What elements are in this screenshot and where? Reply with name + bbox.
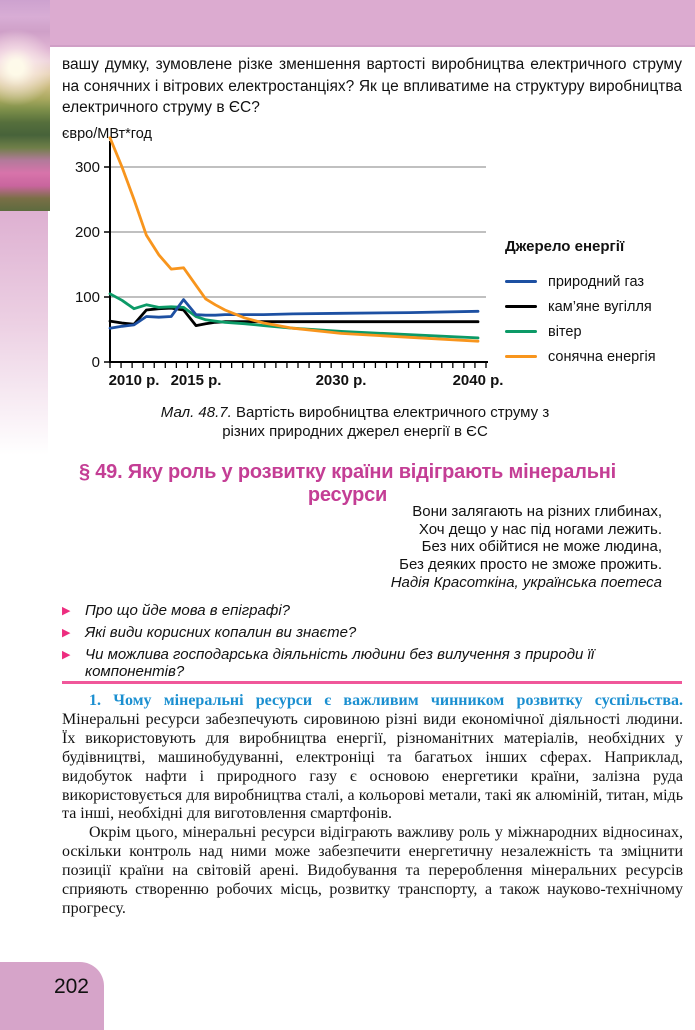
warmup-questions bbox=[62, 602, 684, 685]
question-item bbox=[62, 624, 684, 642]
x-tick-label: 2030 р. bbox=[315, 372, 367, 389]
x-tick-label: 2010 р. bbox=[108, 372, 160, 389]
legend-line-swatch bbox=[505, 280, 537, 283]
triangle-bullet-icon: ▶ bbox=[62, 648, 71, 661]
question-item bbox=[62, 646, 684, 682]
body-text bbox=[62, 692, 683, 919]
legend-item bbox=[505, 344, 690, 369]
legend-label: сонячна енергія bbox=[548, 348, 656, 365]
page-border-top bbox=[0, 0, 695, 47]
landscape-photo bbox=[0, 0, 50, 211]
y-tick-label: 0 bbox=[91, 354, 100, 371]
legend-item bbox=[505, 269, 690, 294]
triangle-bullet-icon: ▶ bbox=[62, 626, 71, 639]
legend-item bbox=[505, 319, 690, 344]
paragraph-1 bbox=[62, 692, 683, 824]
legend-items bbox=[505, 269, 690, 369]
legend-label: кам’яне вугілля bbox=[548, 298, 652, 315]
paragraph-1-text: Мінеральні ресурси забезпечують сировиною різні види економічної діяльності людини. Їх використовують для виробництва енергії, різноманітних матеріалів, необхідних у будівництві, машинобудуванні, електроніці та багатьох інших сферах. Наприклад, видобуток нафти і природного газу є основою енергетики країни, залізна руда використовується для виробництва сталі, а кольорові метали, такі як алюміній, титан, мідь та інші, необхідні для виготовлення смартфонів. bbox=[62, 710, 683, 823]
question-text: Які види корисних копалин ви знаєте? bbox=[85, 623, 357, 641]
intro-paragraph: вашу думку, зумовлене різке зменшення вартості виробництва електричного струму на сонячних і вітрових електростанціях? Як це впливатиме на структуру виробництва електричного струму в ЄС? bbox=[62, 56, 682, 116]
legend-label: природний газ bbox=[548, 273, 645, 290]
legend-title: Джерело енергії bbox=[505, 238, 625, 255]
figure-caption bbox=[62, 403, 648, 441]
x-tick-label: 2015 р. bbox=[170, 372, 222, 389]
paragraph-2-text: Окрім цього, мінеральні ресурси відіграють важливу роль у міжнародних відносинах, оскільки контроль над ними може забезпечити енергетичну незалежність та зміцнити позиції країни на світовій арені. Видобування та перероблення мінеральних ресурсів сприяють створенню робочих місць, розвитку транспорту, а також науково-технічному прогресу. bbox=[62, 824, 683, 917]
paragraph-2 bbox=[62, 824, 683, 919]
x-tick-label: 2040 р. bbox=[452, 372, 504, 389]
chart-y-axis-label: євро/МВт*год bbox=[62, 126, 152, 142]
legend-line-swatch bbox=[505, 305, 537, 308]
y-tick-label: 100 bbox=[74, 289, 100, 306]
epigraph-line: Без деяких просто не зможе прожить. bbox=[399, 555, 662, 573]
question-text: Чи можлива господарська діяльність людини без вилучення з природи її компонентів? bbox=[85, 645, 595, 681]
epigraph-line: Хоч дещо у нас під ногами лежить. bbox=[418, 520, 662, 538]
legend-line-swatch bbox=[505, 330, 537, 333]
cost-line-chart bbox=[60, 133, 510, 395]
triangle-bullet-icon: ▶ bbox=[62, 605, 71, 617]
series-line-1 bbox=[110, 300, 478, 329]
figure-caption-text: Вартість виробництва електричного струму з різних природних джерел енергії в ЄС bbox=[222, 404, 550, 440]
series-line-4 bbox=[110, 138, 478, 341]
epigraph-lines bbox=[222, 503, 662, 573]
legend-label: вітер bbox=[548, 323, 582, 340]
epigraph bbox=[222, 503, 662, 592]
section-heading: § 49. Яку роль у розвитку країни відіграють мінеральні ресурси bbox=[78, 461, 617, 506]
epigraph-attribution: Надія Красоткіна, українська поетеса bbox=[390, 574, 662, 592]
y-tick-label: 200 bbox=[74, 224, 100, 241]
question-item bbox=[62, 602, 684, 620]
y-tick-label: 300 bbox=[74, 159, 100, 176]
chart-legend bbox=[505, 238, 690, 369]
page-number: 202 bbox=[53, 975, 89, 998]
epigraph-line: Без них обійтися не може людина, bbox=[421, 538, 662, 556]
page-number-tab bbox=[0, 962, 104, 1030]
epigraph-line: Вони залягають на різних глибинах, bbox=[412, 503, 662, 520]
section-divider bbox=[62, 681, 682, 684]
question-text: Про що йде мова в епіграфі? bbox=[85, 602, 290, 619]
legend-item bbox=[505, 294, 690, 319]
paragraph-1-lead: 1. Чому мінеральні ресурси є важливим чинником розвитку суспільства. bbox=[89, 692, 683, 709]
figure-caption-label: Мал. 48.7. bbox=[160, 404, 232, 421]
legend-line-swatch bbox=[505, 355, 537, 358]
